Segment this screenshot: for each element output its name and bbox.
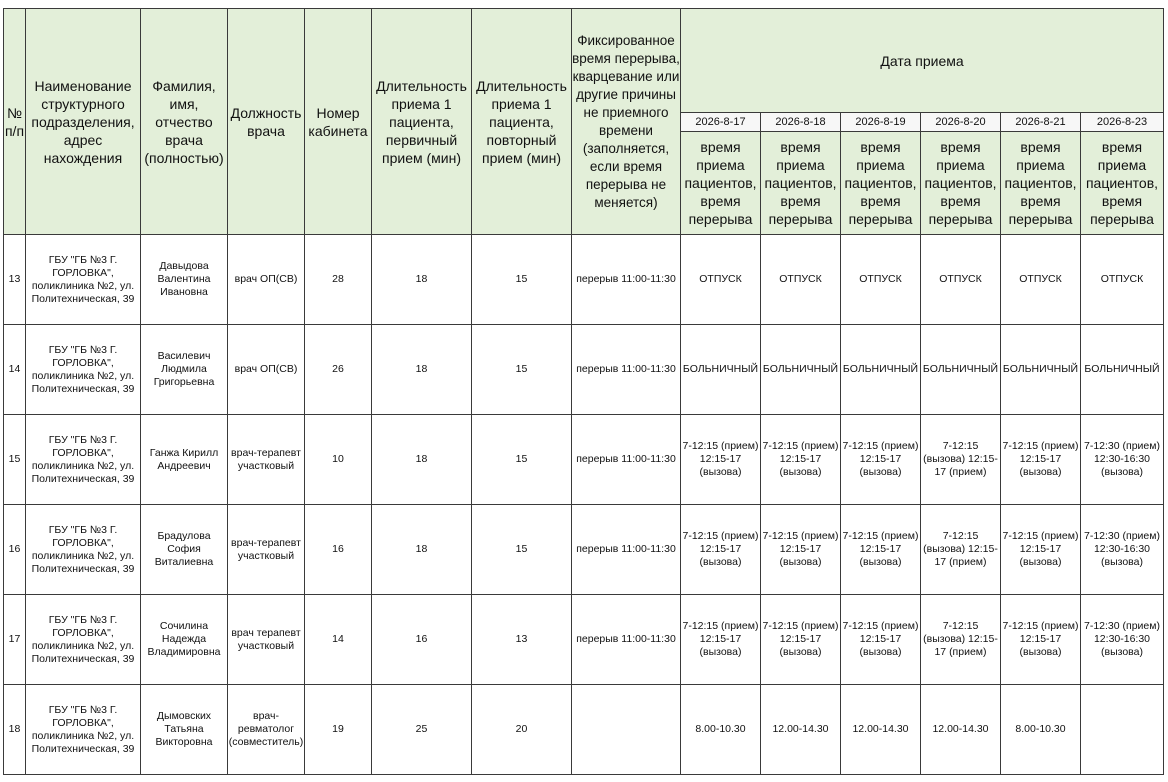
cell-day: 7-12:15 (прием) 12:15-17 (вызова) [841, 505, 921, 595]
cell-doctor-name: Сочилина Надежда Владимировна [141, 595, 228, 685]
cell-department: ГБУ "ГБ №3 Г. ГОРЛОВКА", поликлиника №2, ул. Политехническая, 39 [26, 325, 141, 415]
cell-room: 28 [305, 235, 372, 325]
cell-day: 7-12:30 (прием) 12:30-16:30 (вызова) [1081, 415, 1164, 505]
cell-department: ГБУ "ГБ №3 Г. ГОРЛОВКА", поликлиника №2, ул. Политехническая, 39 [26, 505, 141, 595]
cell-duration-repeat: 13 [472, 595, 572, 685]
cell-day: ОТПУСК [1001, 235, 1081, 325]
header-date-6: 2026-8-23 [1081, 113, 1164, 132]
cell-day: 7-12:15 (прием) 12:15-17 (вызова) [761, 595, 841, 685]
cell-day: 7-12:15 (прием) 12:15-17 (вызова) [681, 415, 761, 505]
cell-day: 8.00-10.30 [1001, 685, 1081, 775]
table-row [4, 595, 1164, 685]
header-num: № п/п [4, 9, 26, 235]
cell-position: врач ОП(СВ) [228, 325, 305, 415]
cell-duration-repeat: 15 [472, 415, 572, 505]
cell-position: врач терапевт участковый [228, 595, 305, 685]
cell-day: ОТПУСК [1081, 235, 1164, 325]
cell-num: 16 [4, 505, 26, 595]
cell-num: 17 [4, 595, 26, 685]
header-duration-first: Длительность приема 1 пациента, первичный прием (мин) [372, 9, 472, 235]
cell-num: 13 [4, 235, 26, 325]
header-date-group: Дата приема [681, 9, 1164, 113]
cell-room: 26 [305, 325, 372, 415]
cell-break: перерыв 11:00-11:30 [572, 595, 681, 685]
cell-duration-first: 25 [372, 685, 472, 775]
cell-day: 12.00-14.30 [921, 685, 1001, 775]
table-row [4, 505, 1164, 595]
cell-day: 7-12:15 (прием) 12:15-17 (вызова) [761, 415, 841, 505]
table-row [4, 325, 1164, 415]
cell-duration-first: 18 [372, 415, 472, 505]
cell-day: 7-12:15 (прием) 12:15-17 (вызова) [681, 505, 761, 595]
cell-day: БОЛЬНИЧНЫЙ [681, 325, 761, 415]
cell-day: ОТПУСК [841, 235, 921, 325]
cell-duration-first: 18 [372, 235, 472, 325]
cell-day: 12.00-14.30 [761, 685, 841, 775]
cell-duration-first: 18 [372, 325, 472, 415]
cell-duration-first: 18 [372, 505, 472, 595]
header-time-label-4: время приема пациентов, время перерыва [921, 132, 1001, 235]
cell-doctor-name: Давыдова Валентина Ивановна [141, 235, 228, 325]
header-date-3: 2026-8-19 [841, 113, 921, 132]
cell-day: 7-12:15 (прием) 12:15-17 (вызова) [1001, 505, 1081, 595]
header-time-label-2: время приема пациентов, время перерыва [761, 132, 841, 235]
cell-position: врач ОП(СВ) [228, 235, 305, 325]
header-break: Фиксированное время перерыва, кварцевание или другие причины не приемного времени (заполняется, если время перерыва не меняется) [572, 9, 681, 235]
cell-break: перерыв 11:00-11:30 [572, 505, 681, 595]
cell-day: 7-12:15 (прием) 12:15-17 (вызова) [841, 595, 921, 685]
cell-day: 7-12:30 (прием) 12:30-16:30 (вызова) [1081, 595, 1164, 685]
header-time-label-5: время приема пациентов, время перерыва [1001, 132, 1081, 235]
cell-day: 7-12:15 (прием) 12:15-17 (вызова) [681, 595, 761, 685]
table-row [4, 415, 1164, 505]
cell-department: ГБУ "ГБ №3 Г. ГОРЛОВКА", поликлиника №2, ул. Политехническая, 39 [26, 235, 141, 325]
cell-room: 19 [305, 685, 372, 775]
cell-day: ОТПУСК [681, 235, 761, 325]
header-date-1: 2026-8-17 [681, 113, 761, 132]
header-date-4: 2026-8-20 [921, 113, 1001, 132]
cell-day: БОЛЬНИЧНЫЙ [1001, 325, 1081, 415]
cell-num: 14 [4, 325, 26, 415]
cell-doctor-name: Дымовских Татьяна Викторовна [141, 685, 228, 775]
cell-day: 7-12:15 (прием) 12:15-17 (вызова) [1001, 415, 1081, 505]
cell-day: 7-12:15 (прием) 12:15-17 (вызова) [761, 505, 841, 595]
header-date-5: 2026-8-21 [1001, 113, 1081, 132]
header-time-label-6: время приема пациентов, время перерыва [1081, 132, 1164, 235]
header-time-label-1: время приема пациентов, время перерыва [681, 132, 761, 235]
cell-day: 8.00-10.30 [681, 685, 761, 775]
cell-department: ГБУ "ГБ №3 Г. ГОРЛОВКА", поликлиника №2, ул. Политехническая, 39 [26, 685, 141, 775]
cell-doctor-name: Ганжа Кирилл Андреевич [141, 415, 228, 505]
cell-position: врач-терапевт участковый [228, 415, 305, 505]
cell-doctor-name: Василевич Людмила Григорьевна [141, 325, 228, 415]
cell-duration-repeat: 15 [472, 235, 572, 325]
cell-room: 16 [305, 505, 372, 595]
cell-day: 12.00-14.30 [841, 685, 921, 775]
cell-position: врач-ревматолог (совместитель) [228, 685, 305, 775]
header-date-2: 2026-8-18 [761, 113, 841, 132]
cell-num: 15 [4, 415, 26, 505]
cell-room: 14 [305, 595, 372, 685]
cell-duration-repeat: 15 [472, 505, 572, 595]
cell-day: БОЛЬНИЧНЫЙ [1081, 325, 1164, 415]
table-row [4, 685, 1164, 775]
cell-day: 7-12:15 (прием) 12:15-17 (вызова) [1001, 595, 1081, 685]
schedule-table [3, 8, 1164, 775]
cell-break: перерыв 11:00-11:30 [572, 235, 681, 325]
header-position: Должность врача [228, 9, 305, 235]
table-row [4, 235, 1164, 325]
cell-day: 7-12:15 (вызова) 12:15-17 (прием) [921, 595, 1001, 685]
cell-room: 10 [305, 415, 372, 505]
header-duration-repeat: Длительность приема 1 пациента, повторный прием (мин) [472, 9, 572, 235]
cell-day: ОТПУСК [921, 235, 1001, 325]
header-time-label-3: время приема пациентов, время перерыва [841, 132, 921, 235]
cell-department: ГБУ "ГБ №3 Г. ГОРЛОВКА", поликлиника №2, ул. Политехническая, 39 [26, 415, 141, 505]
cell-day: БОЛЬНИЧНЫЙ [921, 325, 1001, 415]
cell-day: БОЛЬНИЧНЫЙ [841, 325, 921, 415]
cell-num: 18 [4, 685, 26, 775]
cell-duration-repeat: 20 [472, 685, 572, 775]
cell-break: перерыв 11:00-11:30 [572, 415, 681, 505]
cell-break: перерыв 11:00-11:30 [572, 325, 681, 415]
cell-day: 7-12:15 (прием) 12:15-17 (вызова) [841, 415, 921, 505]
cell-break [572, 685, 681, 775]
cell-duration-first: 16 [372, 595, 472, 685]
cell-duration-repeat: 15 [472, 325, 572, 415]
cell-day: ОТПУСК [761, 235, 841, 325]
cell-day [1081, 685, 1164, 775]
cell-doctor-name: Брадулова София Виталиевна [141, 505, 228, 595]
cell-day: 7-12:15 (вызова) 12:15-17 (прием) [921, 415, 1001, 505]
header-doctor-name: Фамилия, имя, отчество врача (полностью) [141, 9, 228, 235]
header-room: Номер кабинета [305, 9, 372, 235]
cell-position: врач-терапевт участковый [228, 505, 305, 595]
cell-day: 7-12:15 (вызова) 12:15-17 (прием) [921, 505, 1001, 595]
cell-day: 7-12:30 (прием) 12:30-16:30 (вызова) [1081, 505, 1164, 595]
cell-day: БОЛЬНИЧНЫЙ [761, 325, 841, 415]
cell-department: ГБУ "ГБ №3 Г. ГОРЛОВКА", поликлиника №2, ул. Политехническая, 39 [26, 595, 141, 685]
header-department: Наименование структурного подразделения, адрес нахождения [26, 9, 141, 235]
